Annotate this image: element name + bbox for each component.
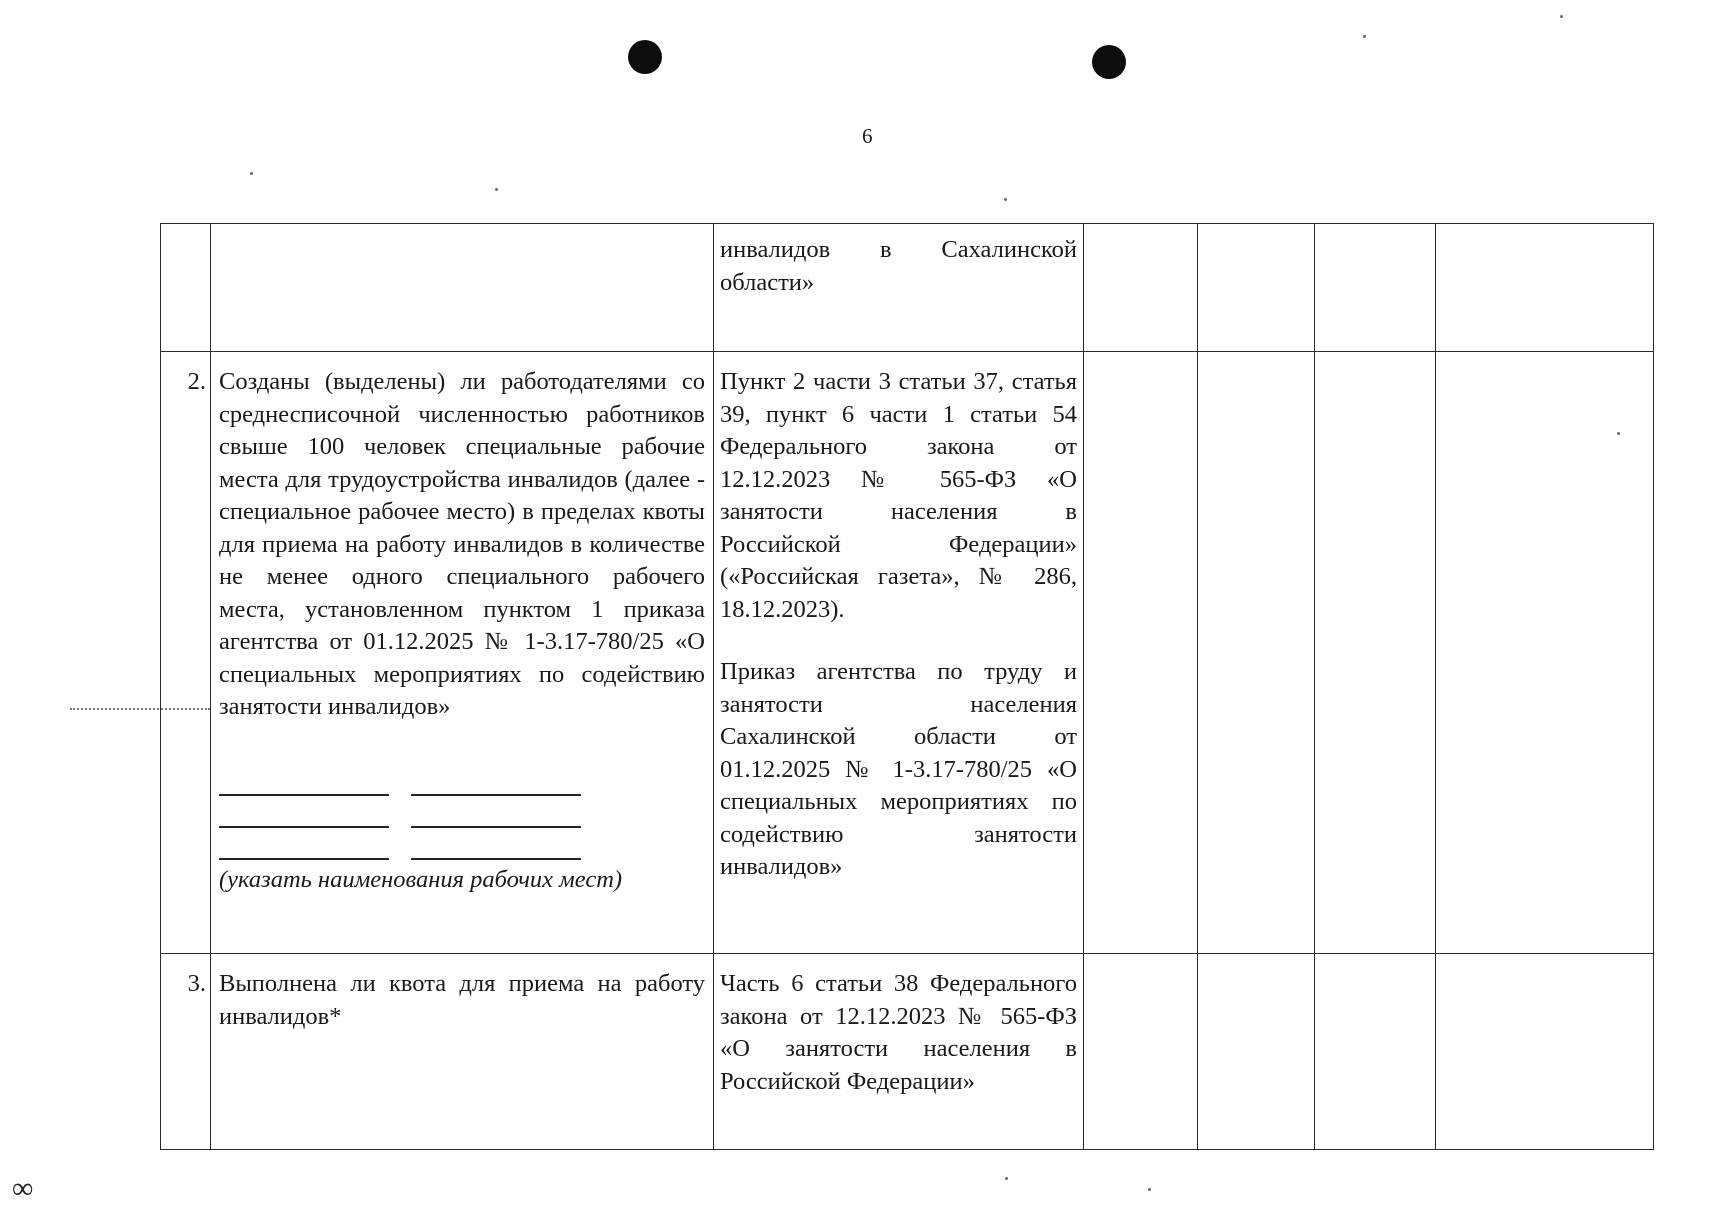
answer-cell	[1198, 224, 1315, 352]
scan-speck	[1560, 15, 1563, 18]
blank-line-pair	[219, 764, 705, 796]
scan-speck	[495, 188, 498, 191]
blank-line	[219, 816, 389, 828]
answer-cell	[1084, 352, 1198, 954]
scan-speck	[1005, 1177, 1008, 1180]
answer-cell	[1198, 352, 1315, 954]
staple-mark: ∞	[12, 1172, 34, 1205]
scan-speck	[250, 172, 253, 175]
scan-speck	[1148, 1188, 1151, 1191]
table-row	[161, 954, 1654, 1150]
reference-text: Приказ агентства по труду и занятости населения Сахалинской области от 01.12.2025 № 1-3.17-780/25 «О специальных мероприятиях по содействию занятости инвалидов»	[720, 658, 1077, 880]
requirement-cell	[211, 224, 714, 352]
reference-text: Пункт 2 части 3 статьи 37, статья 39, пункт 6 части 1 статьи 54 Федерального закона от 12.12.2023 № 565-ФЗ «О занятости населения в Российской Федерации» («Российская газета», № 286, 18.12.2023).	[720, 368, 1077, 623]
blank-line-pair	[219, 828, 705, 860]
punch-hole	[1092, 45, 1126, 79]
row-number: 3.	[161, 954, 211, 1150]
inspection-table	[160, 223, 1654, 1150]
row-number: 2.	[161, 352, 211, 954]
blank-line	[411, 816, 581, 828]
answer-cell	[1084, 224, 1198, 352]
scan-speck	[1363, 35, 1366, 38]
row-number	[161, 224, 211, 352]
answer-cell	[1315, 954, 1436, 1150]
blank-line	[411, 784, 581, 796]
blank-line	[411, 848, 581, 860]
answer-cell	[1315, 352, 1436, 954]
remark-cell	[1436, 352, 1654, 954]
table-row	[161, 352, 1654, 954]
answer-cell	[1315, 224, 1436, 352]
answer-cell	[1198, 954, 1315, 1150]
requirement-text: Созданы (выделены) ли работодателями со среднесписочной численностью работников свыше 100 человек специальные рабочие места для трудоустройства инвалидов (далее - специальное рабочее место) в пределах квоты для приема на работу инвалидов в количестве не менее одного специального рабочего места, установленном пунктом 1 приказа агентства от 01.12.2025 № 1-3.17-780/25 «О специальных мероприятиях по содействию занятости инвалидов»	[219, 368, 705, 720]
remark-cell	[1436, 224, 1654, 352]
blank-line	[219, 848, 389, 860]
scan-speck	[1004, 198, 1007, 201]
reference-cell: инвалидов в Сахалинской области»	[714, 224, 1084, 352]
reference-cell: Часть 6 статьи 38 Федерального закона от 12.12.2023 № 565-ФЗ «О занятости населения в Российской Федерации»	[714, 954, 1084, 1150]
requirement-cell: Выполнена ли квота для приема на работу инвалидов*	[211, 954, 714, 1150]
answer-cell	[1084, 954, 1198, 1150]
requirement-cell	[211, 352, 714, 954]
note-text: (указать наименования рабочих мест)	[219, 865, 623, 893]
remark-cell	[1436, 954, 1654, 1150]
blank-line-pair	[219, 796, 705, 828]
punch-hole	[628, 40, 662, 74]
page-number: 6	[862, 124, 873, 148]
blank-line	[219, 784, 389, 796]
table-row	[161, 224, 1654, 352]
reference-cell	[714, 352, 1084, 954]
